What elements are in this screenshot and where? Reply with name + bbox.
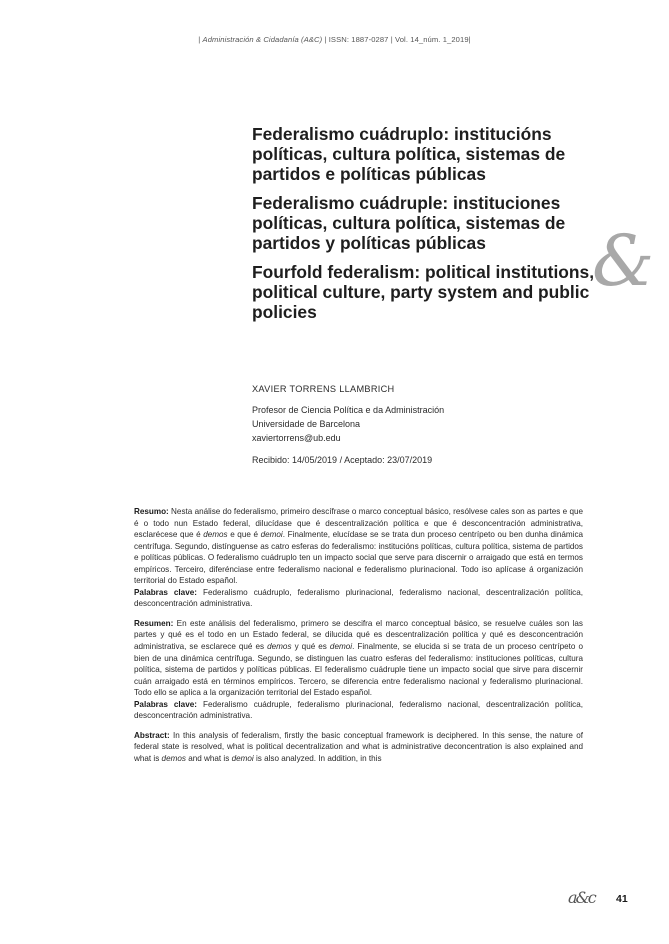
received-accepted-dates: Recibido: 14/05/2019 / Aceptado: 23/07/2019 xyxy=(252,455,433,465)
resumen-keywords-text: Federalismo cuádruple, federalismo plurinacional, federalismo nacional, descentralización política, desconcentración administrativa. xyxy=(134,699,583,721)
resumo-keywords-label: Palabras clave: xyxy=(134,587,197,597)
page-number: 41 xyxy=(616,893,628,905)
header-issue-info: | ISSN: 1887-0287 | Vol. 14_núm. 1_2019| xyxy=(322,35,471,44)
article-titles xyxy=(252,124,597,322)
header-prefix: | xyxy=(198,35,203,44)
author-email: xaviertorrens@ub.edu xyxy=(252,433,341,443)
title-spanish: Federalismo cuádruple: instituciones políticas, cultura política, sistemas de partidos y políticas públicas xyxy=(252,193,566,253)
resumo-text-1: Nesta análise do federalismo, primeiro descífrase o marco conceptual básico, resólvese cales son as partes e que é o todo nun Estado federal, dilucídase que é descentralización política e que é desconcentración administrativa, esclarécese que é xyxy=(134,507,583,540)
resumen-demos: demos xyxy=(267,642,292,652)
resumen-text-3: . Finalmente, se elucida si se trata de un proceso centrípeto o bien de una dinámica centrífuga. Segundo, se distinguen las cuatro esferas del federalismo: instituciones políticas, cultura política, sistema de partidos y políticas públicas. El federalismo cuádruple tiene un impacto social que sirve para discernir cuán arraigado está en términos empíricos. Tercero, se diferencia entre federalismo nacional y federalismo plurinacional. Todo ello se aplica a la organización territorial del Estado español. xyxy=(134,642,583,698)
resumo-keywords xyxy=(134,587,583,610)
journal-logo-icon: a&c xyxy=(568,888,595,907)
resumo-text-3: . Finalmente, elucídase se se trata dun proceso centrípeto ou ben dunha dinámica centrífuga. Segundo, distínguense as catro esferas do federalismo: institucións políticas, cultura política, sistema de partidos e políticas públicas. O federalismo cuádruplo ten un impacto social que serve para discernir o arraigado que está en termos empíricos. Terceiro, diferénciase entre federalismo nacional e federalismo plurinacional. Todo iso aplícase á organización territorial do Estado español. xyxy=(134,530,584,586)
author-block xyxy=(252,382,582,467)
resumen-text-2: y qué es xyxy=(291,642,330,652)
abstract-text-2: and what is xyxy=(185,753,232,763)
abstracts-section xyxy=(134,506,583,764)
resumen-keywords xyxy=(134,699,583,722)
resumo-demos: demos xyxy=(203,530,228,540)
journal-name: Administración & Cidadanía (A&C) xyxy=(202,35,323,44)
title-english: Fourfold federalism: political institutions, political culture, party system and public policies xyxy=(252,262,595,322)
abstract-label: Abstract: xyxy=(134,730,170,740)
resumen-text-1: En este análisis del federalismo, primero se descifra el marco conceptual básico, se resuelve cuáles son las partes y qué es el todo en un Estado federal, se dilucida qué es descentralización política y qué es desconcentración administrativa, se esclarece qué es xyxy=(134,618,583,652)
resumo-paragraph xyxy=(134,506,583,587)
resumo-label: Resumo: xyxy=(134,507,169,516)
title-galician: Federalismo cuádruplo: institucións políticas, cultura política, sistemas de partidos e políticas públicas xyxy=(252,124,566,184)
author-university: Universidade de Barcelona xyxy=(252,419,361,429)
abstract-demos: demos xyxy=(161,753,186,763)
running-header xyxy=(0,35,669,44)
author-name: XAVIER TORRENS LLAMBRICH xyxy=(252,384,395,394)
resumen-paragraph xyxy=(134,618,583,699)
resumo-keywords-text: Federalismo cuádruplo, federalismo plurinacional, federalismo nacional, descentralización política, desconcentración administrativa. xyxy=(134,587,583,609)
abstract-demoi: demoi xyxy=(231,753,254,763)
resumen-keywords-label: Palabras clave: xyxy=(134,699,197,709)
abstract-paragraph xyxy=(134,730,583,765)
resumo-demoi: demoi xyxy=(260,530,283,540)
ampersand-logo-icon: & xyxy=(592,220,655,302)
author-position: Profesor de Ciencia Política e da Administración xyxy=(252,405,445,415)
resumen-label: Resumen: xyxy=(134,618,174,628)
resumo-text-2: e que é xyxy=(227,530,261,540)
abstract-text-3: is also analyzed. In addition, in this xyxy=(253,753,382,763)
resumen-demoi: demoi xyxy=(329,642,353,652)
abstract-text-1: In this analysis of federalism, firstly the basic conceptual framework is deciphered. In this sense, the nature of federal state is resolved, what is political decentralization and what is administrative deconcentration is also explained and what is xyxy=(134,730,583,763)
